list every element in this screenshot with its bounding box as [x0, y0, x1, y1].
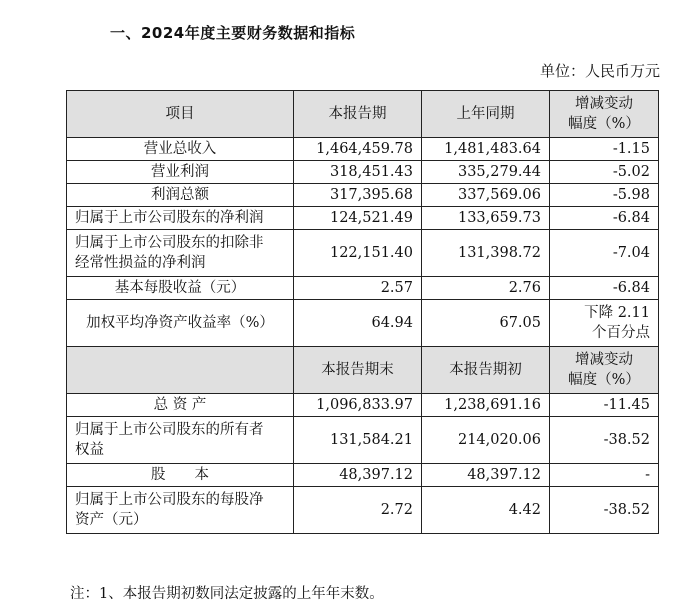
row-current: 318,451.43	[294, 161, 422, 184]
row-current: 131,584.21	[294, 417, 422, 464]
row-change-line2: 个百分点	[592, 325, 650, 341]
row-change: -5.02	[550, 161, 659, 184]
row-prior: 1,238,691.16	[422, 394, 550, 417]
row-label-line1: 归属于上市公司股东的每股净	[75, 492, 264, 508]
row-label-line2: 资产（元）	[75, 512, 148, 528]
row-prior: 214,020.06	[422, 417, 550, 464]
row-change: -7.04	[550, 230, 659, 277]
row-prior: 2.76	[422, 277, 550, 300]
row-prior: 131,398.72	[422, 230, 550, 277]
table-row	[67, 394, 659, 417]
row-current: 2.57	[294, 277, 422, 300]
row-change-line1: 下降 2.11	[584, 305, 650, 321]
table-row	[67, 277, 659, 300]
table-row	[67, 184, 659, 207]
table-header-row	[67, 91, 659, 138]
row-prior: 48,397.12	[422, 464, 550, 487]
table-row	[67, 207, 659, 230]
row-label: 利润总额	[67, 184, 294, 207]
row-label: 加权平均净资产收益率（%）	[67, 300, 294, 347]
row-current: 64.94	[294, 300, 422, 347]
row-label: 基本每股收益（元）	[67, 277, 294, 300]
table-row	[67, 230, 659, 277]
row-label	[67, 230, 294, 277]
row-current: 122,151.40	[294, 230, 422, 277]
subheader-change-line1: 增减变动	[575, 352, 633, 368]
row-label	[67, 417, 294, 464]
subheader-change-line2: 幅度（%）	[568, 372, 640, 388]
table-row	[67, 417, 659, 464]
row-prior: 4.42	[422, 487, 550, 534]
row-change: -6.84	[550, 207, 659, 230]
row-current: 48,397.12	[294, 464, 422, 487]
table-row	[67, 300, 659, 347]
row-current: 1,464,459.78	[294, 138, 422, 161]
row-current: 124,521.49	[294, 207, 422, 230]
row-label: 总 资 产	[67, 394, 294, 417]
row-change	[550, 300, 659, 347]
row-change: -	[550, 464, 659, 487]
subheader-change	[550, 347, 659, 394]
row-label: 营业总收入	[67, 138, 294, 161]
row-current: 317,395.68	[294, 184, 422, 207]
table-row	[67, 138, 659, 161]
row-change: -6.84	[550, 277, 659, 300]
header-current-period: 本报告期	[294, 91, 422, 138]
row-label	[67, 487, 294, 534]
row-prior: 133,659.73	[422, 207, 550, 230]
financial-table	[66, 90, 659, 534]
header-change-line1: 增减变动	[575, 96, 633, 112]
header-change-line2: 幅度（%）	[568, 116, 640, 132]
row-label: 营业利润	[67, 161, 294, 184]
header-item: 项目	[67, 91, 294, 138]
row-change: -5.98	[550, 184, 659, 207]
subheader-empty	[67, 347, 294, 394]
row-label-line2: 经常性损益的净利润	[75, 255, 206, 271]
subheader-period-end: 本报告期末	[294, 347, 422, 394]
section-heading: 一、2024年度主要财务数据和指标	[110, 24, 356, 42]
header-change	[550, 91, 659, 138]
row-change: -1.15	[550, 138, 659, 161]
row-label: 归属于上市公司股东的净利润	[67, 207, 294, 230]
header-prior-period: 上年同期	[422, 91, 550, 138]
row-prior: 337,569.06	[422, 184, 550, 207]
row-current: 1,096,833.97	[294, 394, 422, 417]
table-row	[67, 161, 659, 184]
table-subheader-row	[67, 347, 659, 394]
row-current: 2.72	[294, 487, 422, 534]
unit-label: 单位：人民币万元	[539, 62, 660, 80]
row-label-line2: 权益	[75, 442, 104, 458]
row-prior: 1,481,483.64	[422, 138, 550, 161]
row-change: -38.52	[550, 487, 659, 534]
row-label-line1: 归属于上市公司股东的所有者	[75, 422, 264, 438]
row-label-line1: 归属于上市公司股东的扣除非	[75, 235, 264, 251]
row-label: 股 本	[67, 464, 294, 487]
subheader-period-start: 本报告期初	[422, 347, 550, 394]
row-change: -11.45	[550, 394, 659, 417]
row-prior: 67.05	[422, 300, 550, 347]
table-row	[67, 464, 659, 487]
table-row	[67, 487, 659, 534]
footnote: 注：1、本报告期初数同法定披露的上年年末数。	[70, 586, 384, 602]
row-prior: 335,279.44	[422, 161, 550, 184]
row-change: -38.52	[550, 417, 659, 464]
